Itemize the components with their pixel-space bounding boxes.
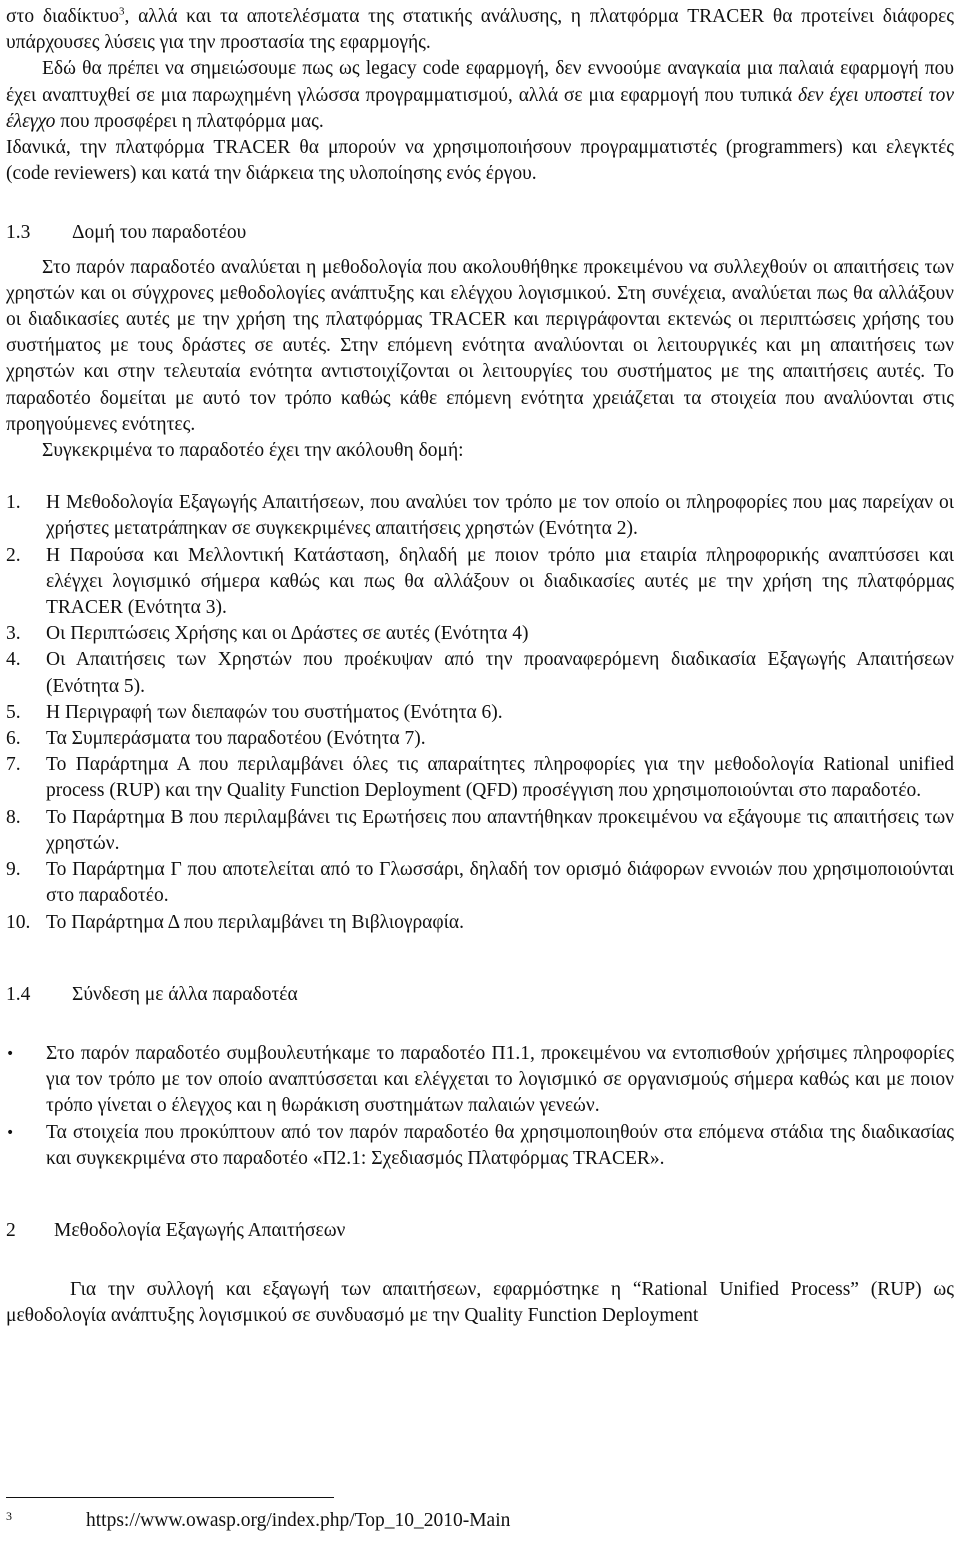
bullet-icon: • bbox=[6, 1124, 15, 1141]
list-item-text: Η Μεθοδολογία Εξαγωγής Απαιτήσεων, που αναλύει τον τρόπο με τον οποίο οι πληροφορίες που μας παρείχαν οι χρήστες μετατράπηκαν σε συγκεκριμένες απαιτήσεις χρηστών (Ενότητα 2). bbox=[46, 492, 954, 540]
section-number: 2 bbox=[6, 1219, 16, 1241]
bullet-text: Τα στοιχεία που προκύπτουν από τον παρόν παραδοτέο θα χρησιμοποιηθούν στα επόμενα στάδια της διαδικασίας και συγκεκριμένα στο παραδοτέο «Π2.1: Σχεδιασμός Πλατφόρμας TRACER». bbox=[46, 1121, 954, 1169]
list-item-text: Το Παράρτημα Δ που περιλαμβάνει τη Βιβλιογραφία. bbox=[46, 911, 464, 933]
bullet-item bbox=[6, 1041, 954, 1120]
section-number: 1.3 bbox=[6, 222, 31, 244]
footnote bbox=[6, 1508, 946, 1535]
list-item-text: Οι Απαιτήσεις των Χρηστών που προέκυψαν από την προαναφερόμενη διαδικασία Εξαγωγής Απαιτήσεων (Ενότητα 5). bbox=[46, 649, 954, 697]
list-item-text: Τα Συμπεράσματα του παραδοτέου (Ενότητα 7). bbox=[46, 728, 426, 750]
list-item-number: 4. bbox=[6, 649, 21, 671]
list-item bbox=[6, 805, 954, 857]
paragraph-ideal: Ιδανικά, την πλατφόρμα TRACER θα μπορούν να χρησιμοποιήσουν προγραμματιστές (programmers) και ελεγκτές (code reviewers) και κατά την διάρκεια της υλοποίησης ενός έργου. bbox=[6, 137, 954, 185]
footnote-link[interactable]: https://www.owasp.org/index.php/Top_10_2010-Main bbox=[86, 1510, 511, 1531]
section-heading-1-4 bbox=[6, 982, 954, 1008]
list-item-text: Η Παρούσα και Μελλοντική Κατάσταση, δηλαδή με ποιον τρόπο μια εταιρία πληροφορικής αναπτύσσει και ελέγχει λογισμικό σήμερα καθώς και πως θα αλλάξουν οι διαδικασίες αυτές με την χρήση της πλατφόρμας TRACER (Ενότητα 3). bbox=[46, 544, 954, 619]
section-heading-2 bbox=[6, 1218, 954, 1244]
paragraph-structure-lead: Συγκεκριμένα το παραδοτέο έχει την ακόλουθη δομή: bbox=[42, 440, 464, 462]
footnote-separator bbox=[6, 1497, 334, 1498]
list-item bbox=[6, 647, 954, 699]
paragraph-legacy bbox=[6, 56, 954, 135]
list-item-text: Το Παράρτημα Γ που αποτελείται από το Γλωσσάρι, δηλαδή τον ορισμό διάφορων εννοιών που χρησιμοποιούνται στο παραδοτέο. bbox=[46, 859, 954, 907]
list-item-number: 2. bbox=[6, 544, 21, 566]
list-item-number: 7. bbox=[6, 754, 21, 776]
paragraph-structure-intro: Στο παρόν παραδοτέο αναλύεται η μεθοδολογία που ακολουθήθηκε προκειμένου να συλλεχθούν οι απαιτήσεις των χρηστών και οι σύγχρονες μεθοδολογίες ανάπτυξης και ελέγχου λογισμικού. Στη συνέχεια, αναλύεται πως θα αλλάξουν οι διαδικασίες αυτές με την χρήση της πλατφόρμας TRACER και περιγράφονται εκτενώς οι περιπτώσεις χρήσης του συστήματος με τους δράστες σε αυτές. Στην επόμενη ενότητα αναλύονται οι λειτουργικές και μη απαιτήσεις των χρηστών και στην τελευταία ενότητα αντιστοιχίζονται οι λειτουργίες του συστήματος με της απαιτήσεις αυτές. Το παραδοτέο δομείται με αυτό τον τρόπο καθώς κάθε επόμενη ενότητα χρειάζεται τα στοιχεία που αναλύονται στις προηγούμενες ενότητες. bbox=[6, 256, 954, 435]
section-number: 1.4 bbox=[6, 983, 31, 1005]
structure-list bbox=[6, 490, 954, 935]
bullet-item bbox=[6, 1120, 954, 1172]
footnote-reference[interactable]: 3 bbox=[118, 5, 125, 18]
section-title: Σύνδεση με άλλα παραδοτέα bbox=[72, 983, 298, 1005]
related-deliverables-list bbox=[6, 1041, 954, 1172]
list-item-text: Η Περιγραφή των διεπαφών του συστήματος (Ενότητα 6). bbox=[46, 701, 503, 723]
italic-phrase: δεν έχει υποστεί τον έλεγχο bbox=[6, 84, 954, 132]
list-item bbox=[6, 621, 954, 647]
footnote-number: 3 bbox=[6, 1509, 12, 1523]
list-item bbox=[6, 543, 954, 622]
list-item-number: 9. bbox=[6, 859, 21, 881]
section-title: Μεθοδολογία Εξαγωγής Απαιτήσεων bbox=[54, 1219, 346, 1241]
list-item bbox=[6, 490, 954, 542]
list-item-number: 5. bbox=[6, 701, 21, 723]
section-title: Δομή του παραδοτέου bbox=[72, 222, 247, 244]
list-item-number: 10. bbox=[6, 911, 31, 933]
list-item-text: Το Παράρτημα Β που περιλαμβάνει τις Ερωτήσεις που απαντήθηκαν προκειμένου να εξάγουμε τις απαιτήσεις των χρηστών. bbox=[46, 806, 954, 854]
bullet-icon: • bbox=[6, 1045, 15, 1062]
list-item-number: 6. bbox=[6, 728, 21, 750]
bullet-text: Στο παρόν παραδοτέο συμβουλευτήκαμε το παραδοτέο Π1.1, προκειμένου να εντοπισθούν χρήσιμες πληροφορίες για τον τρόπο με τον οποίο αναπτύσσεται και ελέγχεται το λογισμικό σε οργανισμούς σήμερα καθώς και με ποιον τρόπο γίνεται ο έλεγχος και η θωράκιση συστημάτων παλαιών γενεών. bbox=[46, 1042, 954, 1117]
paragraph-methodology-intro: Για την συλλογή και εξαγωγή των απαιτήσεων, εφαρμόστηκε η “Rational Unified Process” (RUP) ως μεθοδολογία ανάπτυξης λογισμικού σε συνδυασμό με την Quality Function Deployment bbox=[6, 1279, 954, 1327]
list-item bbox=[6, 857, 954, 909]
paragraph-text: , αλλά και τα αποτελέσματα της στατικής ανάλυσης, η πλατφόρμα TRACER θα προτείνει διάφορες υπάρχουσες λύσεις για την προστασία της εφαρμογής. bbox=[6, 6, 954, 54]
list-item-number: 3. bbox=[6, 623, 21, 645]
paragraph-text: στο διαδίκτυο bbox=[6, 6, 119, 27]
paragraph-text: Εδώ θα πρέπει να σημειώσουμε πως ως legacy code εφαρμογή, δεν εννοούμε αναγκαία μια παλαιά εφαρμογή που έχει αναπτυχθεί σε μια παρωχημένη γλώσσα προγραμματισμού, αλλά σε μια εφαρμογή που τυπικά bbox=[6, 58, 954, 106]
list-item-number: 1. bbox=[6, 492, 21, 514]
list-item bbox=[6, 700, 954, 726]
list-item-text: Το Παράρτημα Α που περιλαμβάνει όλες τις απαραίτητες πληροφορίες για την μεθοδολογία Rational unified process (RUP) και την Quality Function Deployment (QFD) προσέγγιση που χρησιμοποιούνται στο παραδοτέο. bbox=[46, 754, 954, 802]
list-item-number: 8. bbox=[6, 806, 21, 828]
list-item bbox=[6, 726, 954, 752]
paragraph-text: που προσφέρει η πλατφόρμα μας. bbox=[55, 110, 324, 132]
list-item-text: Οι Περιπτώσεις Χρήσης και οι Δράστες σε αυτές (Ενότητα 4) bbox=[46, 623, 529, 645]
list-item bbox=[6, 910, 954, 936]
section-heading-1-3 bbox=[6, 220, 954, 246]
paragraph-continued bbox=[6, 4, 954, 56]
list-item bbox=[6, 752, 954, 804]
